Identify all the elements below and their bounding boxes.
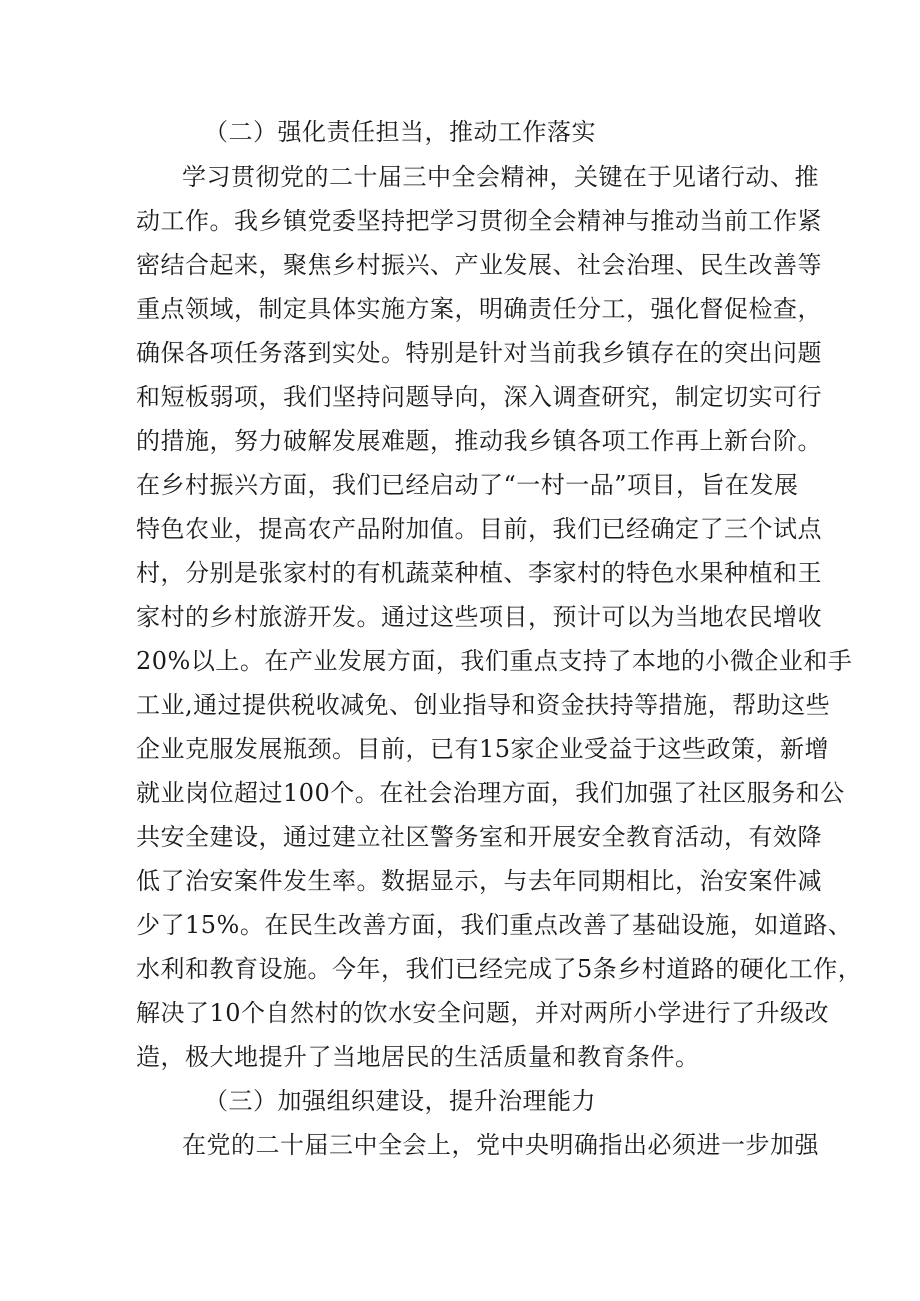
- paragraph-line: 解决了10个自然村的饮水安全问题，并对两所小学进行了升级改: [136, 999, 830, 1027]
- paragraph-line: 重点领域，制定具体实施方案，明确责任分工，强化督促检查，: [136, 295, 822, 323]
- paragraph-line: 企业克服发展瓶颈。目前，已有15家企业受益于这些政策，新增: [136, 735, 830, 763]
- paragraph-line: 共安全建设，通过建立社区警务室和开展安全教育活动，有效降: [136, 823, 822, 851]
- section-heading-2: （二）强化责任担当，推动工作落实: [204, 118, 596, 146]
- paragraph-line: 家村的乡村旅游开发。通过这些项目，预计可以为当地农民增收: [136, 603, 822, 631]
- paragraph-line: 水利和教育设施。今年，我们已经完成了5条乡村道路的硬化工作，: [136, 955, 863, 983]
- paragraph-line: 和短板弱项，我们坚持问题导向，深入调查研究，制定切实可行: [136, 383, 822, 411]
- paragraph-line: 少了15%。在民生改善方面，我们重点改善了基础设施，如道路、: [136, 911, 853, 939]
- paragraph-line: 的措施，努力破解发展难题，推动我乡镇各项工作再上新台阶。: [136, 427, 822, 455]
- section-heading-3: （三）加强组织建设，提升治理能力: [204, 1087, 596, 1115]
- paragraph-line: 就业岗位超过100个。在社会治理方面，我们加强了社区服务和公: [136, 779, 845, 807]
- paragraph-line: 工业,通过提供税收减免、创业指导和资金扶持等措施，帮助这些: [136, 691, 831, 719]
- paragraph-line: 村，分别是张家村的有机蔬菜种植、李家村的特色水果种植和王: [136, 559, 822, 587]
- paragraph-line: 在乡村振兴方面，我们已经启动了“一村一品”项目，旨在发展: [136, 471, 799, 499]
- paragraph-line: 特色农业，提高农产品附加值。目前，我们已经确定了三个试点: [136, 515, 822, 543]
- paragraph-line: 低了治安案件发生率。数据显示，与去年同期相比，治安案件减: [136, 867, 822, 895]
- paragraph-line: 在党的二十届三中全会上，党中央明确指出必须进一步加强: [182, 1131, 819, 1159]
- paragraph-line: 造，极大地提升了当地居民的生活质量和教育条件。: [136, 1043, 700, 1071]
- paragraph-line: 20%以上。在产业发展方面，我们重点支持了本地的小微企业和手: [136, 647, 853, 675]
- paragraph-line: 学习贯彻党的二十届三中全会精神，关键在于见诸行动、推: [182, 163, 819, 191]
- paragraph-line: 密结合起来，聚焦乡村振兴、产业发展、社会治理、民生改善等: [136, 251, 822, 279]
- paragraph-line: 确保各项任务落到实处。特别是针对当前我乡镇存在的突出问题: [136, 339, 822, 367]
- paragraph-line: 动工作。我乡镇党委坚持把学习贯彻全会精神与推动当前工作紧: [136, 207, 822, 235]
